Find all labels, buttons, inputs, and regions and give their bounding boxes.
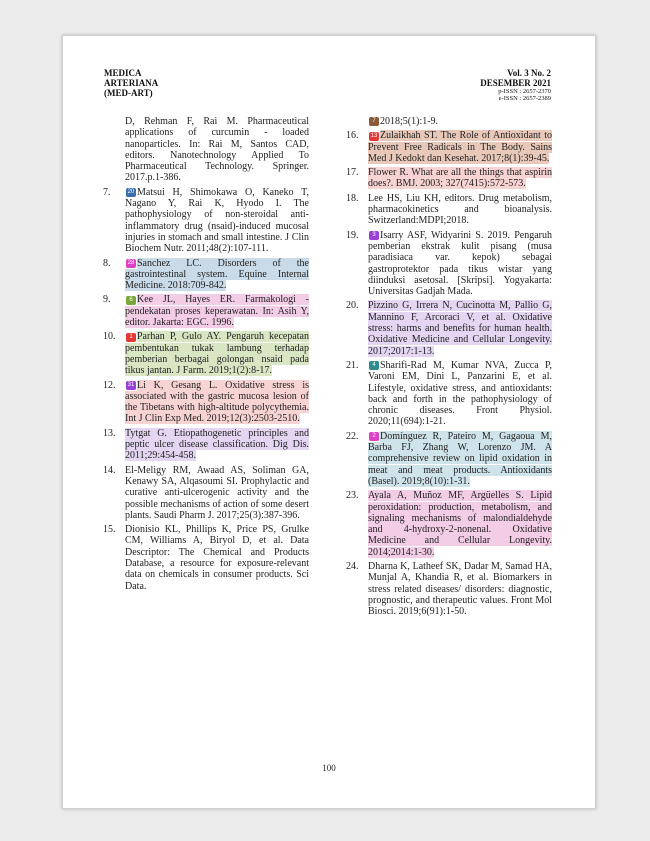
- reference-entry: [346, 431, 552, 487]
- reference-number: 19.: [346, 229, 359, 241]
- journal-line-1: MEDICA: [104, 68, 142, 78]
- reference-number: 23.: [346, 490, 359, 502]
- reference-text: [368, 561, 552, 617]
- issue-date: DESEMBER 2021: [480, 78, 551, 88]
- reference-entry: [346, 193, 552, 227]
- similarity-source-badge[interactable]: 2: [369, 432, 379, 441]
- reference-number: 13.: [103, 427, 116, 439]
- reference-entry: [346, 300, 552, 356]
- reference-citation: Tytgat G. Etiopathogenetic principles and peptic ulcer disease classification. Dig Dis. 2011;29:454-458.: [125, 427, 309, 462]
- issue-info: [480, 68, 551, 102]
- reference-number: 14.: [103, 464, 116, 476]
- reference-citation: El-Meligy RM, Awaad AS, Soliman GA, Kenawy SA, Alqasoumi SI. Prophylactic and curative anti-ulcerogenic activity and the possible mechanisms of action of some desert plants. Saudi Pharm J. 2017;25(3):387-396.: [125, 464, 309, 521]
- reference-text: [368, 360, 552, 428]
- reference-number: 9.: [103, 294, 111, 306]
- similarity-source-badge[interactable]: 6: [126, 296, 136, 305]
- reference-number: [346, 116, 368, 127]
- reference-entry: [103, 380, 309, 425]
- reference-text: [125, 116, 309, 184]
- reference-text: [125, 331, 309, 376]
- reference-column-right: [346, 116, 552, 620]
- reference-text: [125, 187, 309, 255]
- reference-text: [368, 167, 552, 190]
- reference-entry: [103, 465, 309, 521]
- reference-number: 16.: [346, 130, 359, 142]
- reference-citation: Kee JL, Hayes ER. Farmakologi - pendekatan proses keperawatan. In: Asih Y, editor. Jakarta: EGC. 1996.: [125, 294, 309, 329]
- reference-text: [368, 130, 552, 164]
- page-number: 100: [322, 763, 336, 773]
- reference-citation: 2018;5(1):1-9.: [380, 116, 439, 127]
- reference-number: 17.: [346, 167, 359, 179]
- reference-text: [368, 230, 552, 298]
- similarity-source-badge[interactable]: 20: [127, 188, 135, 195]
- journal-name: [104, 68, 158, 98]
- reference-citation: Zulaikhah ST. The Role of Antioxidant to Prevent Free Radicals in The Body. Sains Med J Kedokt dan Kesehat. 2017;8(1):39-45.: [368, 130, 552, 164]
- reference-text: [368, 300, 552, 356]
- document-page: [62, 35, 596, 809]
- similarity-source-badge[interactable]: 13: [370, 132, 378, 139]
- reference-entry: [103, 524, 309, 592]
- similarity-source-badge[interactable]: 31: [127, 381, 135, 388]
- journal-line-2: ARTERIANA: [104, 78, 159, 88]
- reference-entry: [103, 331, 309, 376]
- reference-text: [368, 193, 552, 227]
- reference-number: 22.: [346, 430, 359, 442]
- reference-entry: [346, 167, 552, 190]
- reference-citation: Matsui H, Shimokawa O, Kaneko T, Nagano Y, Rai K, Hyodo I. The pathophysiology of non-steroidal anti-inflammatory drug (nsaid)-induced mucosal injuries in stomach and small intestine. J Clin Biochem Nutr. 2011;48(2):107-111.: [125, 186, 309, 255]
- reference-citation: Flower R. What are all the things that aspirin does?. BMJ. 2003; 327(7415):572-573.: [368, 167, 552, 190]
- print-issn: p-ISSN : 2657-2370: [498, 88, 551, 95]
- reference-citation: Domínguez R, Pateiro M, Gagaoua M, Barba FJ, Zhang W, Lorenzo JM. A comprehensive review on lipid oxidation in meat and meat products. Antioxidants (Basel). 2019;8(10):1-31.: [368, 430, 552, 487]
- reference-number: 12.: [103, 379, 116, 391]
- reference-number: 8.: [103, 257, 111, 269]
- reference-entry: [346, 490, 552, 558]
- reference-number: 10.: [103, 331, 116, 343]
- reference-citation: Ayala A, Muñoz MF, Argüelles S. Lipid peroxidation: production, metabolism, and signaling mechanisms of malondialdehyde and 4-hydroxy-2-nonenal. Oxidative Medicine and Cellular Longevity. 2014;2014:1-30.: [368, 490, 552, 558]
- reference-number: 7.: [103, 186, 111, 198]
- reference-number: 21.: [346, 359, 359, 371]
- reference-citation: Isarry ASF, Widyarini S. 2019. Pengaruh pemberian ekstrak kulit pisang (musa paradisiaca var. kepok) sebagai gastroprotektor pada tikus wistar yang diinduksi asetosal. [Skripsi]. Yogyakarta: Universitas Gadjah Mada.: [368, 229, 552, 298]
- reference-text: [368, 490, 552, 558]
- similarity-source-badge[interactable]: 28: [127, 259, 135, 266]
- reference-number: 15.: [103, 524, 116, 536]
- reference-text: [368, 431, 552, 487]
- reference-citation: Dionisio KL, Phillips K, Price PS, Grulke CM, Williams A, Biryol D, et al. Data Descriptor: The Chemical and Products Database, a resource for exposure-relevant data on chemicals in consumer products. Sci Data.: [125, 524, 309, 592]
- reference-number: [103, 116, 125, 184]
- reference-text: [125, 428, 309, 462]
- electronic-issn: e-ISSN : 2657-2389: [498, 95, 551, 102]
- reference-citation: Dharna K, Latheef SK, Dadar M, Samad HA, Munjal A, Khandia R, et al. Biomarkers in stress related diseases/ disorders: diagnostic, prognostic, and therapeutic values. Front Mol Biosci. 2019;6(91):1-50.: [368, 560, 552, 618]
- volume-label: Vol. 3 No. 2: [507, 68, 551, 78]
- reference-entry: [346, 561, 552, 617]
- reference-number: 24.: [346, 560, 359, 572]
- reference-entry: [346, 230, 552, 298]
- reference-entry: [346, 130, 552, 164]
- reference-text: [125, 258, 309, 292]
- journal-line-3: (MED-ART): [104, 88, 153, 98]
- reference-text: [125, 524, 309, 592]
- reference-text: [125, 294, 309, 328]
- reference-citation: Sharifi-Rad M, Kumar NVA, Zucca P, Varoni EM, Dini L, Panzarini E, et al. Lifestyle, oxidative stress, and antioxidants: back and forth in the pathophysiology of chronic diseases. Front Physiol. 2020;11(694):1-21.: [368, 359, 552, 428]
- reference-citation: Sanchez LC. Disorders of the gastrointestinal system. Equine Internal Medicine. 2018:709-842.: [125, 257, 309, 292]
- reference-entry: [103, 187, 309, 255]
- similarity-source-badge[interactable]: 3: [369, 231, 379, 240]
- reference-citation: Li K, Gesang L. Oxidative stress is associated with the gastric mucosa lesion of the Tibetans with high-altitude polycythemia. Int J Clin Exp Med. 2019;12(3):2503-2510.: [125, 379, 309, 425]
- reference-column-left: [103, 116, 309, 595]
- similarity-source-badge[interactable]: 1: [126, 333, 136, 342]
- similarity-source-badge[interactable]: 7: [369, 117, 379, 126]
- reference-number: 20.: [346, 300, 359, 312]
- reference-entry: [103, 258, 309, 292]
- reference-entry: [346, 116, 552, 127]
- reference-text: [125, 465, 309, 521]
- reference-number: 18.: [346, 192, 359, 204]
- reference-citation: Lee HS, Liu KH, editors. Drug metabolism, pharmacokinetics and bioanalysis. Switzerland:MDPI;2018.: [368, 192, 552, 227]
- reference-citation: Parhan P, Gulo AY. Pengaruh kecepatan pembentukan tukak lambung terhadap pemberian berbagai golongan nsaid pada tikus jantan. J Farm. 2019;1(2):8-17.: [125, 331, 309, 377]
- reference-entry: [103, 428, 309, 462]
- reference-entry: [346, 360, 552, 428]
- reference-citation: Pizzino G, Irrera N, Cucinotta M, Pallio G, Mannino F, Arcoraci V, et al. Oxidative stress: harms and benefits for human health. Oxidative Medicine and Cellular Longevity. 2017;2017:1-13.: [368, 300, 552, 357]
- reference-entry: [103, 294, 309, 328]
- reference-citation: D, Rehman F, Rai M. Pharmaceutical applications of curcumin - loaded nanoparticles. In: Rai M, Santos CAD, editors. Nanotechnology Applied To Pharmaceutical Technology. Springer. 2017.p.1-386.: [125, 116, 309, 184]
- reference-text: [125, 380, 309, 425]
- similarity-source-badge[interactable]: 4: [369, 361, 379, 370]
- reference-entry: [103, 116, 309, 184]
- reference-text: [368, 116, 552, 127]
